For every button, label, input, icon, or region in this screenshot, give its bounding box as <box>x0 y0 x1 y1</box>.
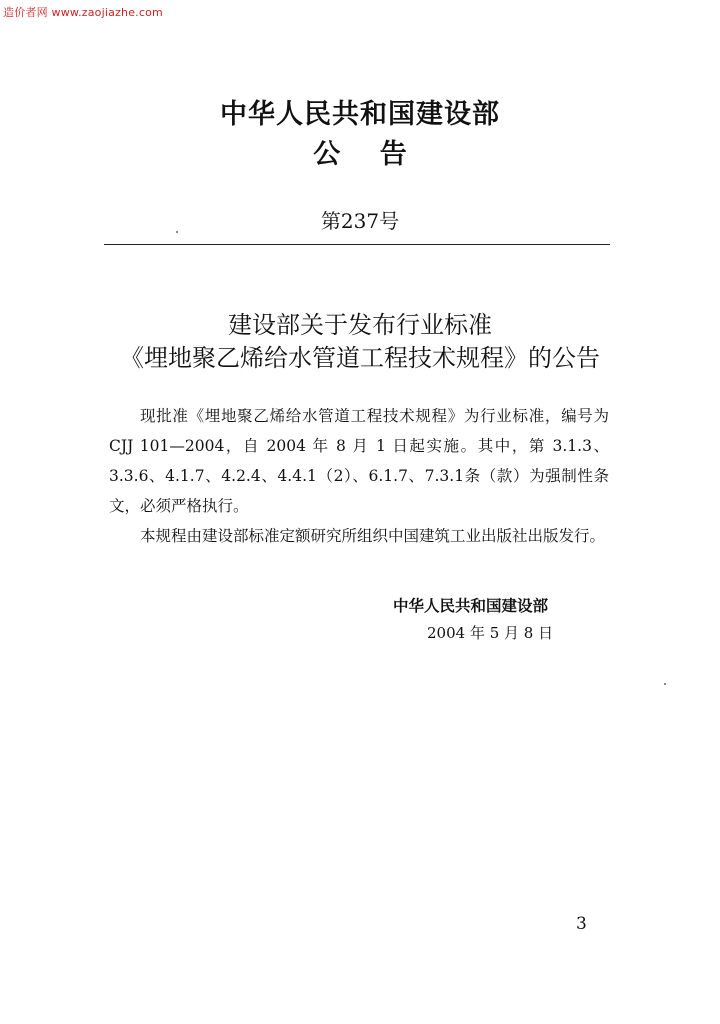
notice-title: 公 告 <box>313 139 407 170</box>
header-divider <box>104 244 610 245</box>
announcement-heading-line-1: 建设部关于发布行业标准 <box>228 311 492 339</box>
page-number: 3 <box>576 914 587 934</box>
body-paragraph-1: 现批准《埋地聚乙烯给水管道工程技术规程》为行业标准，编号为 CJJ 101—2004，自 2004 年 8 月 1 日起实施。其中，第 3.1.3、3.3.6、4.1.7、4.2.4、4.4.1（2）、6.1.7、7.3.1条（款）为强制性条文，必须严格执行。 <box>109 407 609 515</box>
signature-date: 2004 年 5 月 8 日 <box>427 624 554 642</box>
scan-speck <box>176 231 178 233</box>
notice-number: 第237号 <box>320 209 400 233</box>
watermark-text: 造价者网 www.zaojiazhe.com <box>3 6 163 19</box>
body-paragraph-2: 本规程由建设部标准定额研究所组织中国建筑工业出版社出版发行。 <box>140 527 606 545</box>
announcement-heading-line-2: 《埋地聚乙烯给水管道工程技术规程》的公告 <box>120 344 600 372</box>
signature-organization: 中华人民共和国建设部 <box>393 597 549 615</box>
ministry-title: 中华人民共和国建设部 <box>220 99 500 130</box>
announcement-body <box>109 401 609 551</box>
scan-speck <box>664 683 666 685</box>
